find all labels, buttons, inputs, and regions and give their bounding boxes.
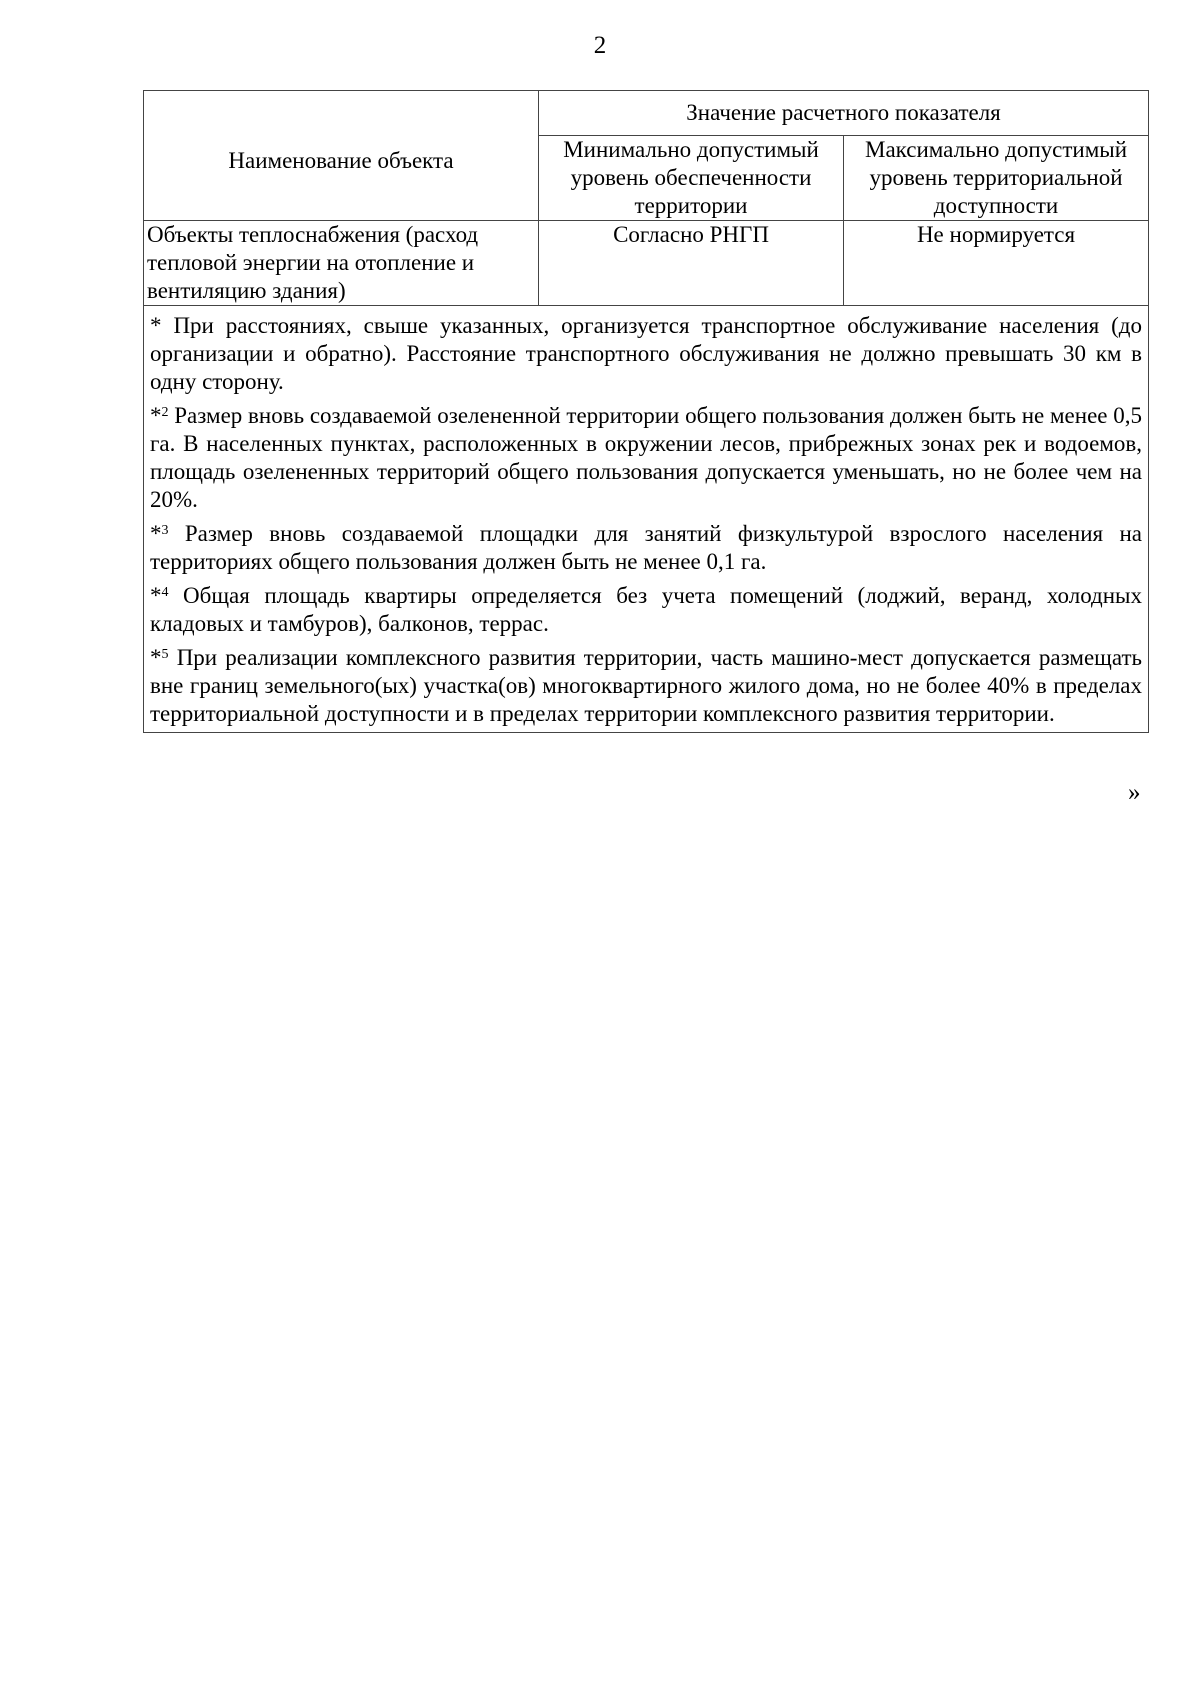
footnote-2 [150,402,1142,514]
footnote-text: При реализации комплексного развития территории, часть машино-мест допускается размещать вне границ земельного(ых) участка(ов) многоквартирного жилого дома, но не более 40% в пределах территориальной доступности и в пределах территории комплексного развития территории. [150,645,1143,726]
footnote-3 [150,520,1142,576]
table-header-row [144,91,1149,136]
row-max-value: Не нормируется [844,221,1149,306]
footnote-mark: * [150,313,162,338]
footnote-superscript: 2 [161,405,169,420]
page-number: 2 [593,32,607,59]
footnote-superscript: 4 [161,585,169,600]
footnotes-cell [144,306,1149,733]
footnote-5 [150,644,1142,728]
footnote-mark: * [150,521,162,546]
footnote-text: Размер вновь создаваемой озелененной территории общего пользования должен быть не менее 0,5 га. В населенных пунктах, расположенных в окружении лесов, прибрежных зонах рек и водоемов, площадь озелененных территорий общего пользования допускается уменьшать, но не более чем на 20%. [150,403,1143,512]
footnote-mark: * [150,403,162,428]
footnote-text: При расстояниях, свыше указанных, организуется транспортное обслуживание населения (до организации и обратно). Расстояние транспортного обслуживания не должно превышать 30 км в одну сторону. [150,313,1143,394]
table-row [144,221,1149,306]
header-min-level: Минимально допустимый уровень обеспеченности территории [539,136,844,221]
header-object-name: Наименование объекта [144,91,539,221]
header-indicator-value: Значение расчетного показателя [539,91,1149,136]
footnote-text: Общая площадь квартиры определяется без учета помещений (лоджий, веранд, холодных кладовых и тамбуров), балконов, террас. [150,583,1143,636]
footnote-mark: * [150,645,162,670]
norms-table [143,90,1149,733]
footnote-superscript: 5 [161,647,169,662]
header-max-level: Максимально допустимый уровень территориальной доступности [844,136,1149,221]
footnote-text: Размер вновь создаваемой площадки для занятий физкультурой взрослого населения на территориях общего пользования должен быть не менее 0,1 га. [150,521,1143,574]
footnote-4 [150,582,1142,638]
footnote-mark: * [150,583,162,608]
row-min-value: Согласно РНГП [539,221,844,306]
table-notes-row [144,306,1149,733]
row-object-name: Объекты теплоснабжения (расход тепловой энергии на отопление и вентиляцию здания) [144,221,539,306]
footnote-1 [150,312,1142,396]
closing-quote-mark: » [1128,779,1141,806]
footnote-superscript: 3 [161,523,169,538]
